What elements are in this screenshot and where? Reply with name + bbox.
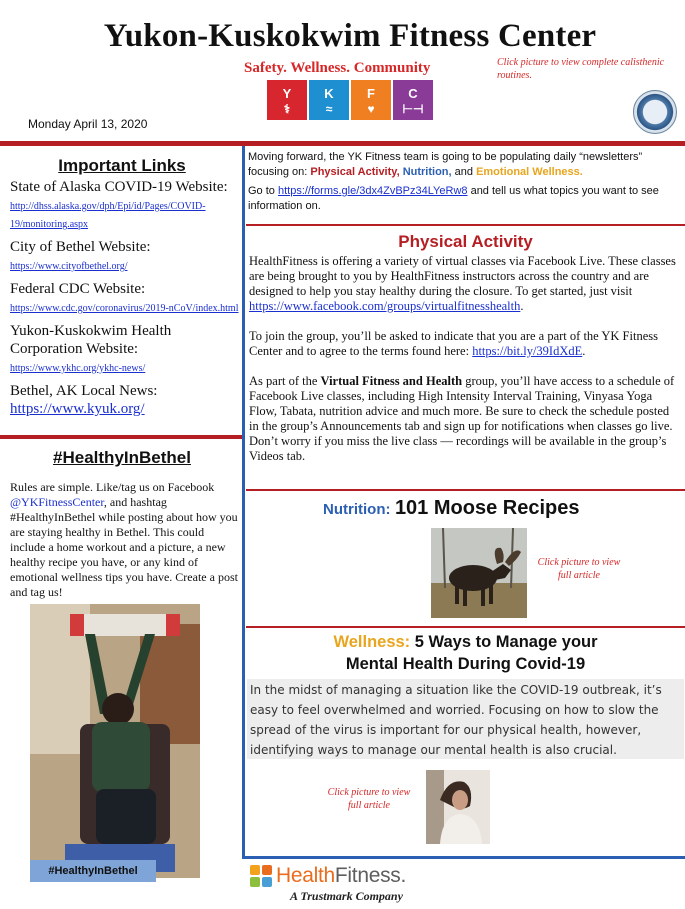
- link-label: Federal CDC Website:: [10, 281, 146, 297]
- header-divider: [0, 141, 685, 146]
- link-item: [10, 382, 240, 418]
- link-item: [10, 238, 240, 274]
- section-divider: [246, 224, 685, 226]
- logo-block-k: K ≈: [309, 80, 349, 120]
- dumbbell-icon: ⊢⊣: [402, 101, 424, 116]
- link-item: [10, 322, 240, 376]
- bike-icon: ♥: [367, 101, 375, 116]
- link-url[interactable]: https://www.ykhc.org/ykhc-news/: [10, 363, 146, 374]
- wellness-heading: [246, 631, 685, 675]
- links-list: [10, 178, 240, 424]
- topic-form-link[interactable]: https://forms.gle/3dx4ZvBPz34LYeRw8: [277, 185, 468, 197]
- link-label: City of Bethel Website:: [10, 239, 151, 255]
- tagline: Safety. Wellness. Community: [244, 60, 431, 76]
- logo-block-y: Y ⚕: [267, 80, 307, 120]
- wellness-body: In the midst of managing a situation like the COVID-19 outbreak, it’s easy to feel overwhelmed and worried. Focusing on how to slow the spread of the virus is important for our physical health, however, identifying ways to manage our mental health is also crucial.: [247, 679, 684, 759]
- link-url[interactable]: https://www.kyuk.org/: [10, 401, 145, 417]
- bottom-divider: [242, 856, 685, 859]
- section-divider: [246, 626, 685, 628]
- left-divider: [0, 435, 242, 439]
- hashtag-rules: [10, 480, 238, 600]
- wellness-title-line: Wellness: 5 Ways to Manage your: [333, 633, 598, 651]
- nutrition-heading: [323, 497, 579, 520]
- logo-block-c: C ⊢⊣: [393, 80, 433, 120]
- facebook-group-link[interactable]: https://www.facebook.com/groups/virtualfitnesshealth: [249, 299, 521, 313]
- physical-paragraph: HealthFitness is offering a variety of virtual classes via Facebook Live. These classes are being brought to you by HealthFitness instructors across the country and are designed to help you stay healthy during the closure. To get started, just visit https://www.facebook.com/groups/virtualfitnesshealth.: [249, 254, 676, 313]
- wellness-title-line: Mental Health During Covid-19: [345, 655, 586, 673]
- swimmer-icon: ≈: [325, 101, 333, 116]
- link-label: Bethel, AK Local News:: [10, 383, 158, 399]
- link-url[interactable]: https://www.cityofbethel.org/: [10, 261, 128, 272]
- moose-photo[interactable]: [431, 528, 527, 618]
- physical-paragraph: To join the group, you’ll be asked to indicate that you are a part of the YK Fitness Center and to agree to the terms found here: https://bit.ly/39IdXdE.: [249, 329, 658, 358]
- hashtag-heading: #HealthyInBethel: [53, 448, 191, 467]
- ykfc-logo[interactable]: [267, 80, 433, 120]
- wellness-article-note: Click picture to view full article: [327, 787, 411, 811]
- healthfitness-logo: [250, 864, 406, 888]
- intro-paragraph: Moving forward, the YK Fitness team is going to be populating daily “newsletters” focusing on: Physical Activity, Nutrition, and Emotional Wellness.: [248, 151, 643, 178]
- intro-form-paragraph: Go to https://forms.gle/3dx4ZvBPz34LYeRw8 and tell us what topics you want to see information on.: [248, 185, 659, 212]
- trustmark-tagline: A Trustmark Company: [290, 889, 403, 903]
- moose-article-note: Click picture to view full article: [537, 557, 621, 581]
- rules-text: Rules are simple. Like/tag us on Facebook: [10, 480, 215, 494]
- section-divider: [246, 489, 685, 491]
- wellness-photo[interactable]: [426, 770, 490, 844]
- page-title: Yukon-Kuskokwim Fitness Center: [103, 18, 597, 54]
- photo-hashtag-badge: #HealthyInBethel: [30, 860, 156, 882]
- link-item: [10, 280, 240, 316]
- link-url[interactable]: http://dhss.alaska.gov/dph/Epi/id/Pages/COVID-19/monitoring.aspx: [10, 201, 206, 230]
- workout-photo-illustration: [30, 604, 200, 878]
- column-divider: [242, 146, 245, 858]
- topic-nutrition: Nutrition,: [402, 166, 452, 178]
- caduceus-icon: ⚕: [283, 101, 291, 116]
- wellness-label: Wellness:: [333, 633, 411, 651]
- issue-date: Monday April 13, 2020: [28, 117, 148, 131]
- link-label: State of Alaska COVID-19 Website:: [10, 179, 228, 195]
- workout-photo[interactable]: [30, 604, 200, 878]
- link-url[interactable]: https://www.cdc.gov/coronavirus/2019-nCoV/index.html: [10, 303, 239, 314]
- rules-text: , and hashtag #HealthyInBethel while posting about how you are staying healthy in Bethel. This could include a home workout and a picture, a new healthy recipe you have, or any kind of emotional wellness tips you have. Create a post and tag us!: [10, 495, 238, 599]
- moose-illustration: [431, 528, 527, 618]
- physical-activity-heading: Physical Activity: [398, 232, 533, 251]
- healthfitness-wordmark: HealthFitness.: [276, 864, 407, 887]
- nutrition-label: Nutrition:: [323, 501, 391, 518]
- calisthenics-note: Click picture to view complete calisthenic routines.: [497, 57, 665, 81]
- logo-block-f: F ♥: [351, 80, 391, 120]
- link-item: [10, 178, 240, 232]
- city-seal-logo: [633, 90, 677, 134]
- physical-paragraph: As part of the Virtual Fitness and Health group, you’ll have access to a schedule of Facebook Live classes, including High Intensity Interval Training, Vinyasa Yoga Flow, Tabata, nutrition advice and much more. Be sure to check the schedule posted in the group’s Announcements tab and sign up for notifications when classes go live. Don’t worry if you miss the live class — recordings will be available in the group’s Videos tab.: [249, 374, 675, 463]
- nutrition-title: 101 Moose Recipes: [394, 497, 580, 519]
- topic-wellness: Emotional Wellness.: [476, 166, 583, 178]
- topic-physical: Physical Activity,: [310, 166, 400, 178]
- terms-link[interactable]: https://bit.ly/39IdXdE: [472, 344, 583, 358]
- woman-illustration: [426, 770, 490, 844]
- important-links-heading: Important Links: [58, 156, 186, 175]
- intro-section: [248, 150, 680, 218]
- physical-activity-body: [249, 254, 679, 479]
- healthfitness-mark-icon: [250, 865, 272, 887]
- link-label: Yukon-Kuskokwim Health Corporation Website:: [10, 323, 172, 357]
- facebook-handle[interactable]: @YKFitnessCenter: [10, 495, 104, 509]
